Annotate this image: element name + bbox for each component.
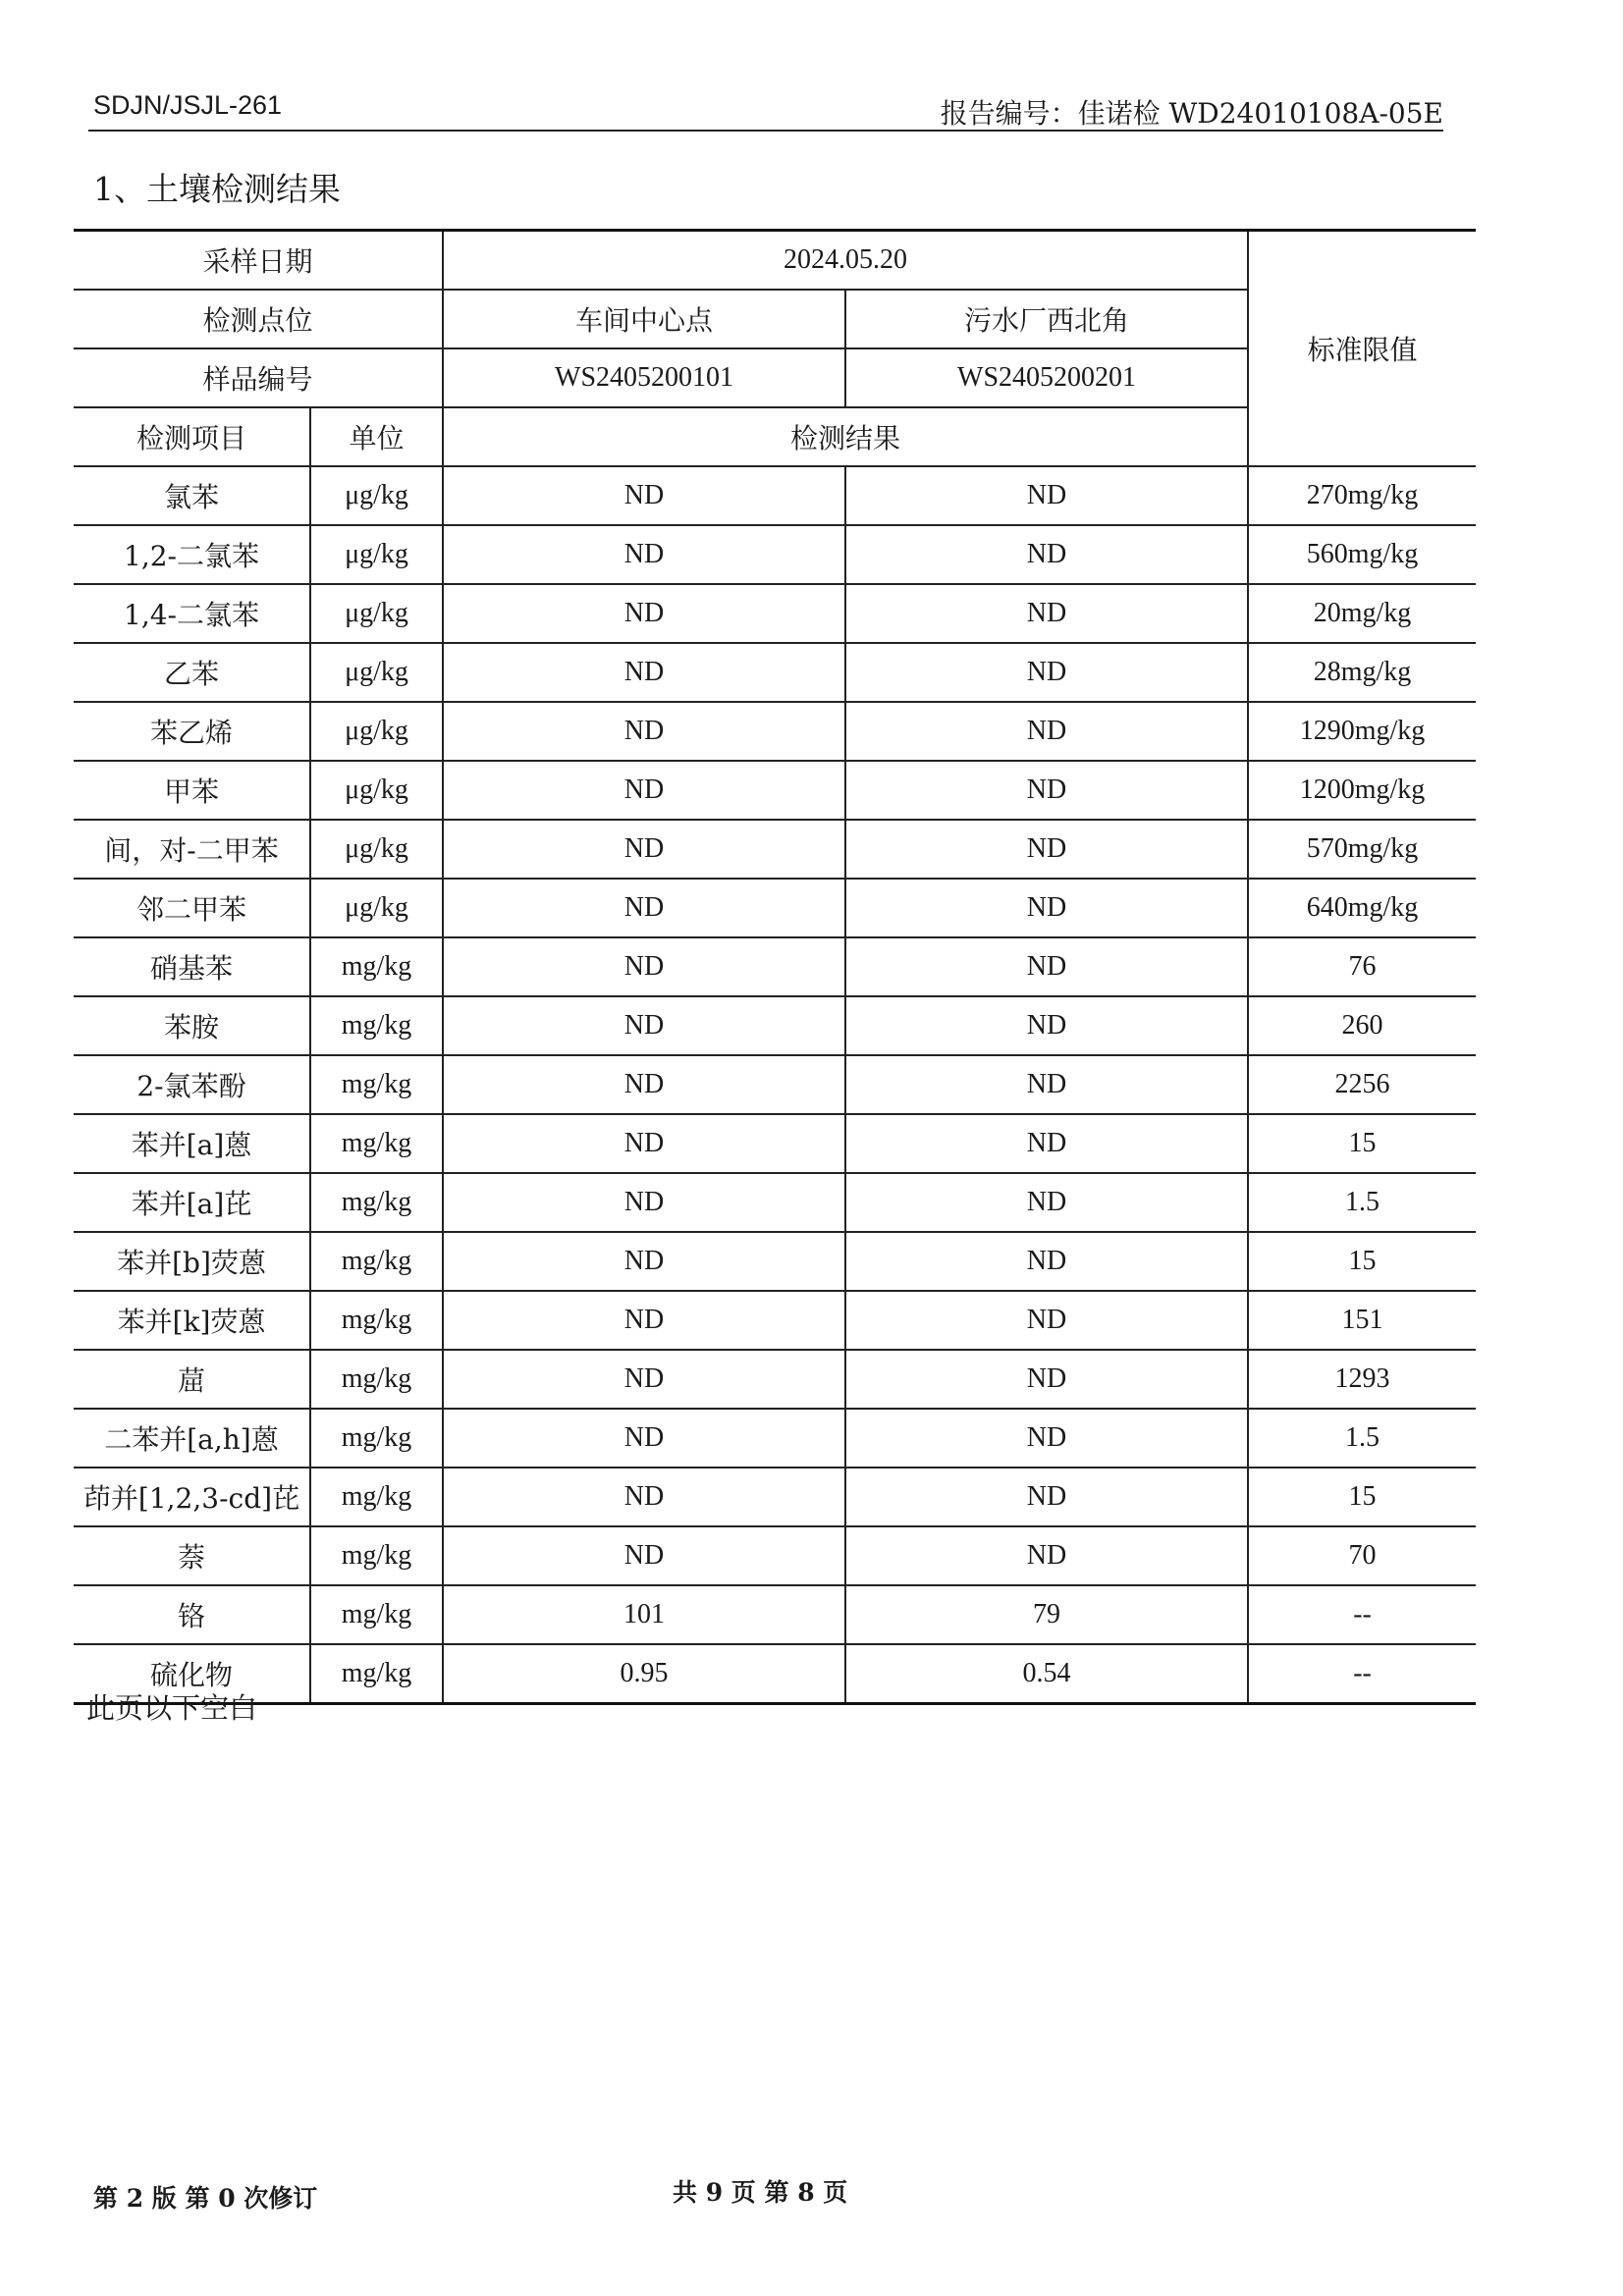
result-2: ND bbox=[845, 584, 1248, 643]
unit: mg/kg bbox=[310, 1468, 443, 1526]
table-row bbox=[74, 820, 1476, 879]
table-row bbox=[74, 1644, 1476, 1704]
result-2: ND bbox=[845, 1526, 1248, 1585]
sample-id-label: 样品编号 bbox=[74, 348, 443, 407]
unit: μg/kg bbox=[310, 643, 443, 702]
test-item: 茚并[1,2,3-cd]芘 bbox=[74, 1468, 310, 1526]
result-1: ND bbox=[443, 937, 845, 996]
table-row bbox=[74, 525, 1476, 584]
unit: μg/kg bbox=[310, 879, 443, 937]
test-item: 甲苯 bbox=[74, 761, 310, 820]
standard-limit: 15 bbox=[1248, 1232, 1476, 1291]
result-2: ND bbox=[845, 996, 1248, 1055]
result-1: ND bbox=[443, 643, 845, 702]
test-item: 铬 bbox=[74, 1585, 310, 1644]
test-item: 1,2-二氯苯 bbox=[74, 525, 310, 584]
result-2: ND bbox=[845, 1350, 1248, 1409]
table-row bbox=[74, 1468, 1476, 1526]
test-item: 1,4-二氯苯 bbox=[74, 584, 310, 643]
standard-limit: -- bbox=[1248, 1644, 1476, 1704]
result-1: ND bbox=[443, 820, 845, 879]
result-1: 0.95 bbox=[443, 1644, 845, 1704]
standard-limit: 15 bbox=[1248, 1468, 1476, 1526]
result-2: ND bbox=[845, 1232, 1248, 1291]
section-title: 1、土壤检测结果 bbox=[93, 170, 341, 208]
result-header: 检测结果 bbox=[443, 407, 1248, 466]
location-1: 车间中心点 bbox=[443, 290, 845, 348]
table-row bbox=[74, 584, 1476, 643]
unit: μg/kg bbox=[310, 761, 443, 820]
unit: μg/kg bbox=[310, 525, 443, 584]
test-item: 苯并[b]荧蒽 bbox=[74, 1232, 310, 1291]
result-1: ND bbox=[443, 996, 845, 1055]
sample-id-1: WS2405200101 bbox=[443, 348, 845, 407]
standard-limit: 70 bbox=[1248, 1526, 1476, 1585]
test-item: 萘 bbox=[74, 1526, 310, 1585]
test-item: 2-氯苯酚 bbox=[74, 1055, 310, 1114]
standard-limit: 15 bbox=[1248, 1114, 1476, 1173]
test-item: 硝基苯 bbox=[74, 937, 310, 996]
result-1: ND bbox=[443, 702, 845, 761]
result-1: ND bbox=[443, 1409, 845, 1468]
standard-limit: 570mg/kg bbox=[1248, 820, 1476, 879]
standard-limit: 28mg/kg bbox=[1248, 643, 1476, 702]
unit: mg/kg bbox=[310, 996, 443, 1055]
unit: μg/kg bbox=[310, 820, 443, 879]
result-2: ND bbox=[845, 761, 1248, 820]
standard-limit: 260 bbox=[1248, 996, 1476, 1055]
table-row bbox=[74, 1350, 1476, 1409]
standard-limit: 560mg/kg bbox=[1248, 525, 1476, 584]
result-2: ND bbox=[845, 1114, 1248, 1173]
result-2: 0.54 bbox=[845, 1644, 1248, 1704]
test-item: 䓛 bbox=[74, 1350, 310, 1409]
table-row bbox=[74, 1232, 1476, 1291]
test-item: 苯乙烯 bbox=[74, 702, 310, 761]
test-item: 乙苯 bbox=[74, 643, 310, 702]
page-info: 共 9 页 第 8 页 bbox=[673, 2178, 848, 2207]
location-2: 污水厂西北角 bbox=[845, 290, 1248, 348]
result-2: 79 bbox=[845, 1585, 1248, 1644]
test-item: 硫化物 bbox=[74, 1644, 310, 1704]
version-info: 第 2 版 第 0 次修订 bbox=[93, 2184, 318, 2213]
unit: mg/kg bbox=[310, 1409, 443, 1468]
standard-limit: 1200mg/kg bbox=[1248, 761, 1476, 820]
test-item: 间，对-二甲苯 bbox=[74, 820, 310, 879]
unit: mg/kg bbox=[310, 1585, 443, 1644]
result-1: ND bbox=[443, 1291, 845, 1350]
result-2: ND bbox=[845, 937, 1248, 996]
result-1: ND bbox=[443, 1350, 845, 1409]
table-row bbox=[74, 1291, 1476, 1350]
sampling-date-label: 采样日期 bbox=[74, 231, 443, 291]
blank-below-note: 此页以下空白 bbox=[86, 1691, 258, 1725]
result-2: ND bbox=[845, 820, 1248, 879]
table-row bbox=[74, 996, 1476, 1055]
unit: mg/kg bbox=[310, 1232, 443, 1291]
table-row bbox=[74, 702, 1476, 761]
standard-limit: -- bbox=[1248, 1585, 1476, 1644]
result-1: ND bbox=[443, 466, 845, 525]
result-2: ND bbox=[845, 1291, 1248, 1350]
sampling-date-value: 2024.05.20 bbox=[443, 231, 1248, 291]
result-1: ND bbox=[443, 761, 845, 820]
test-item: 苯胺 bbox=[74, 996, 310, 1055]
unit: mg/kg bbox=[310, 1114, 443, 1173]
result-2: ND bbox=[845, 525, 1248, 584]
test-item: 氯苯 bbox=[74, 466, 310, 525]
soil-results-table bbox=[74, 229, 1476, 1705]
unit: μg/kg bbox=[310, 702, 443, 761]
unit: mg/kg bbox=[310, 1350, 443, 1409]
unit: mg/kg bbox=[310, 1526, 443, 1585]
result-1: ND bbox=[443, 1232, 845, 1291]
table-row bbox=[74, 879, 1476, 937]
report-number: 报告编号：佳诺检 WD24010108A-05E bbox=[940, 97, 1443, 130]
standard-limit: 2256 bbox=[1248, 1055, 1476, 1114]
unit: mg/kg bbox=[310, 937, 443, 996]
result-2: ND bbox=[845, 643, 1248, 702]
standard-limit: 270mg/kg bbox=[1248, 466, 1476, 525]
document-code: SDJN/JSJL-261 bbox=[93, 90, 283, 120]
table-row bbox=[74, 1055, 1476, 1114]
result-2: ND bbox=[845, 1055, 1248, 1114]
unit: μg/kg bbox=[310, 466, 443, 525]
table-row bbox=[74, 1114, 1476, 1173]
table-row bbox=[74, 1585, 1476, 1644]
result-1: ND bbox=[443, 1114, 845, 1173]
result-2: ND bbox=[845, 879, 1248, 937]
sample-id-2: WS2405200201 bbox=[845, 348, 1248, 407]
test-item: 苯并[k]荧蒽 bbox=[74, 1291, 310, 1350]
standard-limit-header: 标准限值 bbox=[1248, 231, 1476, 467]
standard-limit: 1293 bbox=[1248, 1350, 1476, 1409]
unit: mg/kg bbox=[310, 1291, 443, 1350]
unit: mg/kg bbox=[310, 1173, 443, 1232]
table-row bbox=[74, 1526, 1476, 1585]
test-item: 苯并[a]芘 bbox=[74, 1173, 310, 1232]
sampling-date-row bbox=[74, 231, 1476, 291]
result-1: ND bbox=[443, 879, 845, 937]
table-row bbox=[74, 1409, 1476, 1468]
item-header: 检测项目 bbox=[74, 407, 310, 466]
result-1: ND bbox=[443, 1526, 845, 1585]
table-row bbox=[74, 643, 1476, 702]
location-label: 检测点位 bbox=[74, 290, 443, 348]
result-2: ND bbox=[845, 466, 1248, 525]
unit: mg/kg bbox=[310, 1055, 443, 1114]
test-item: 二苯并[a,h]蒽 bbox=[74, 1409, 310, 1468]
result-1: ND bbox=[443, 584, 845, 643]
unit-header: 单位 bbox=[310, 407, 443, 466]
result-2: ND bbox=[845, 702, 1248, 761]
test-item: 邻二甲苯 bbox=[74, 879, 310, 937]
standard-limit: 20mg/kg bbox=[1248, 584, 1476, 643]
result-1: ND bbox=[443, 1468, 845, 1526]
unit: μg/kg bbox=[310, 584, 443, 643]
standard-limit: 151 bbox=[1248, 1291, 1476, 1350]
table-row bbox=[74, 761, 1476, 820]
unit: mg/kg bbox=[310, 1644, 443, 1704]
result-1: 101 bbox=[443, 1585, 845, 1644]
table-row bbox=[74, 1173, 1476, 1232]
standard-limit: 1.5 bbox=[1248, 1173, 1476, 1232]
table-row bbox=[74, 937, 1476, 996]
test-item: 苯并[a]蒽 bbox=[74, 1114, 310, 1173]
result-2: ND bbox=[845, 1173, 1248, 1232]
header-divider bbox=[88, 130, 1443, 132]
table-row bbox=[74, 466, 1476, 525]
standard-limit: 76 bbox=[1248, 937, 1476, 996]
result-1: ND bbox=[443, 1173, 845, 1232]
standard-limit: 1290mg/kg bbox=[1248, 702, 1476, 761]
standard-limit: 1.5 bbox=[1248, 1409, 1476, 1468]
result-2: ND bbox=[845, 1409, 1248, 1468]
result-1: ND bbox=[443, 1055, 845, 1114]
standard-limit: 640mg/kg bbox=[1248, 879, 1476, 937]
result-1: ND bbox=[443, 525, 845, 584]
result-2: ND bbox=[845, 1468, 1248, 1526]
